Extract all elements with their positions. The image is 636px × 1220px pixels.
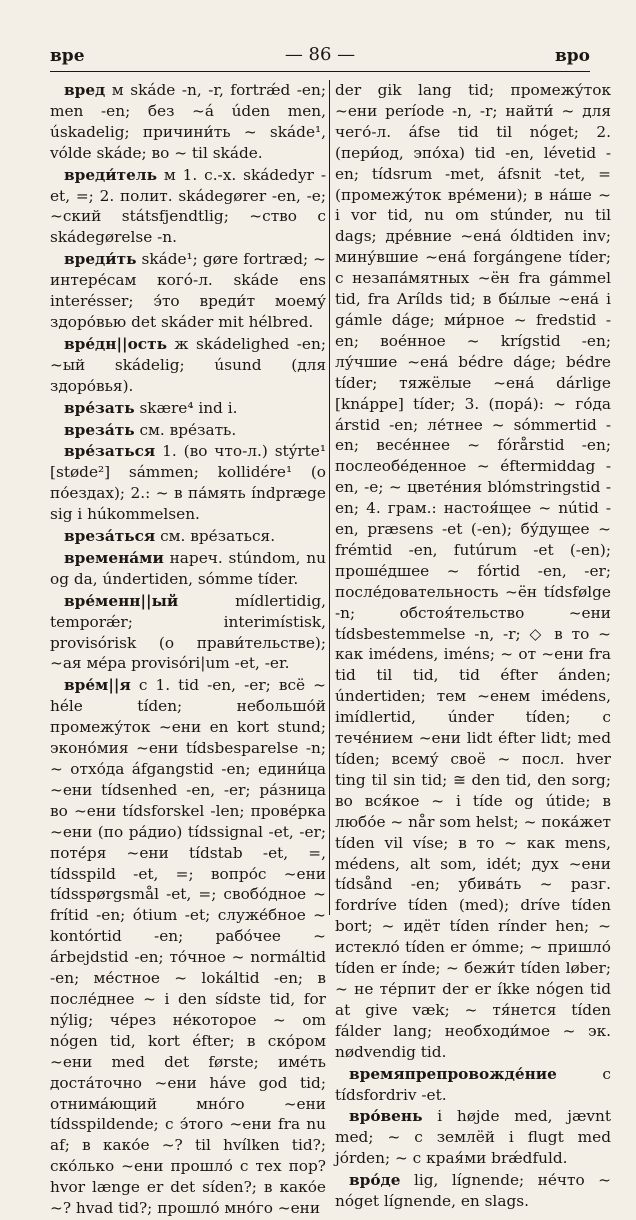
- entry-headword: вре́дн||ость: [64, 334, 167, 353]
- entry-text: м skáde -n, -r, fortrǽd -en; men -en; без ~á úden men, úskadelig; причини́ть ~ skáde¹, vólde skáde; во ~ til skáde.: [50, 81, 326, 162]
- entry-text: с tídsfordriv -et.: [335, 1064, 611, 1104]
- dictionary-entry: [50, 80, 326, 164]
- entry-text: lig, lígnende; не́что ~ nóget lígnende, en slags.: [335, 1171, 611, 1211]
- header-right-guideword: вро: [554, 46, 590, 66]
- entry-text: mídlertidig, temporǽr; interimístisk, provisórisk (о прави́тельстве); ~ая ме́ра provisóri|um -et, -er.: [50, 591, 326, 673]
- dictionary-entry-continuation: [335, 80, 611, 1063]
- dictionary-entry: [50, 334, 326, 397]
- entry-headword: вро́де: [349, 1171, 401, 1190]
- dictionary-entry: [50, 675, 326, 1219]
- dictionary-entry: [50, 441, 326, 525]
- entry-text: см. вре́зать.: [134, 420, 237, 439]
- entry-headword: вре́менн||ый: [64, 591, 179, 610]
- page-number: — 86 —: [284, 44, 356, 65]
- entry-text: см. вре́заться.: [155, 527, 276, 546]
- page-header: [50, 44, 590, 66]
- entry-headword: времяпрепровожде́ние: [349, 1064, 557, 1083]
- entry-text: 1. (во что-л.) stýrte¹ [støde²] sámmen; kollidére¹ (о по́ездах); 2.: ~ в па́мять índpræge sig i húkommelsen.: [50, 442, 326, 524]
- entry-headword: вре́зать: [64, 398, 135, 417]
- column-divider: [329, 80, 330, 915]
- entry-headword: времена́ми: [64, 548, 164, 567]
- entry-text: нареч. stúndom, nu og da, úndertiden, sómme tíder.: [50, 548, 326, 588]
- dictionary-entry: [50, 249, 326, 333]
- dictionary-entry: [50, 398, 326, 419]
- right-column: [335, 80, 611, 1213]
- entry-text: с 1. tid -en, -er; всё ~ héle tíden; небольшо́й промежу́ток ~ени en kort stund; эконо́мия ~ени tídsbesparelse -n; ~ отхо́да áfgangstid -en; едини́ца ~ени tídsenhed -en, -er; ра́зница во ~ени tídsforskel -len; прове́рка ~ени (по ра́дио) tídssignal -et, -er; поте́ря ~ени tídstab -et, =, tídsspild -et, =; вопро́с ~ени tídsspørgsmål -et, =; свобо́дное ~ frítid -en; ótium -et; служе́бное ~ kontórtid -en; рабо́чее ~ árbejdstid -en; то́чное ~ normáltid -en; ме́стное ~ lokáltid -en; в после́днее ~ i den sídste tid, for nýlig; че́рез не́которое ~ om nógen tid, kort éfter; в ско́ром ~ени med det første; име́ть доста́точно ~ени háve god tid; отнима́ющий мно́го ~ени tídsspildende; с э́того ~ени fra nu af; в како́е ~? til hvílken tid?; ско́лько ~ени прошло́ с тех пор? hvor længe er det síden?; в како́е ~? hvad tid?; прошло́ мно́го ~ени: [50, 676, 326, 1218]
- dictionary-entry: [335, 1064, 611, 1106]
- dictionary-entry: [335, 1170, 611, 1212]
- entry-text: м 1. с.-х. skádedyr -et, =; 2. полит. skádegører -en, -e; ~ский státsfjendtlig; ~ство с skádegørelse -n.: [50, 165, 326, 247]
- entry-headword: вро́вень: [349, 1107, 423, 1126]
- entry-text: der gik lang tid; промежу́ток ~ени període -n, -r; найти́ ~ для чего́-л. áfse tid til nóget; 2. (пери́од, эпо́ха) tid -en, lévetid -en; tídsrum -met, áfsnit -tet, = (промежу́ток вре́мени); в на́ше ~ i vor tid, nu om stúnder, nu til dags; дре́вние ~ена́ óldtiden inv; мину́вшие ~ена́ forgángene tíder; с незапа́мятных ~ён fra gámmel tid, fra Arílds tid; в бы́лые ~ена́ i gámle dáge; ми́рное ~ fredstid -en; вое́нное ~ krígstid -en; лу́чшие ~ена́ bédre dáge; bédre tíder; тяжёлые ~ена́ dárlige [knáppe] tíder; 3. (пора́): ~ го́да árstid -en; ле́тнее ~ sómmertid -en; весе́ннее ~ fórårstid -en; послеобе́денное ~ éftermiddag -en, -e; ~ цвете́ния blómstringstid -en; 4. грам.: настоя́щее ~ nútid -en, præsens -et (-en); бу́дущее ~ frémtid -en, futúrum -et (-en); проше́дшее ~ fórtid -en, -er; после́довательность ~ён tídsfølge -n; обстоя́тельство ~ени tídsbestemmelse -n, -r; ◇ в то ~ как imédens, iméns; ~ от ~ени fra tid til tid, tid éfter ánden; úndertiden; тем ~енем imédens, imídlertid, únder tíden; с тече́нием ~ени lidt éfter lidt; med tíden; всему́ своё ~ посл. hver ting til sin tid; ≅ den tid, den sorg; во вся́кое ~ i tíde og útide; в любо́е ~ når som helst; ~ пока́жет tíden vil víse; в то ~ как mens, médens, alt som, idét; дух ~ени tídsånd -en; убива́ть ~ разг. fordríve tíden (med); dríve tíden bort; ~ идёт tíden rínder hen; ~ истекло́ tíden er ómme; ~ пришло́ tíden er índe; ~ бежи́т tíden løber; ~ не те́рпит der er íkke nógen tid at give væk; ~ тя́нется tíden fálder lang; необходи́мое ~ эк. nødvendig tid.: [335, 81, 611, 1061]
- entry-headword: вреди́тель: [64, 165, 157, 184]
- entry-headword: вреза́ть: [64, 420, 135, 439]
- entry-text: ж skádelighed -en; ~ый skádelig; úsund (для здоро́вья).: [50, 334, 326, 395]
- dictionary-entry: [50, 420, 326, 441]
- dictionary-entry: [50, 548, 326, 590]
- entry-text: skære⁴ ind i.: [134, 398, 238, 417]
- dictionary-entry: [335, 1106, 611, 1169]
- header-left-guideword: вре: [50, 46, 85, 66]
- dictionary-entry: [50, 165, 326, 249]
- entry-headword: вреза́ться: [64, 527, 156, 546]
- dictionary-entry: [50, 591, 326, 675]
- header-rule: [50, 71, 590, 72]
- dictionary-entry: [50, 526, 326, 547]
- entry-headword: вреди́ть: [64, 250, 137, 269]
- entry-headword: вре́заться: [64, 442, 156, 461]
- entry-text: skáde¹; gøre fortræd; ~ интере́сам когó-л. skáde ens interésser; э́то вреди́т моему́ здоро́вью det skáder mit hélbred.: [50, 250, 326, 331]
- entry-headword: вре́м||я: [64, 676, 131, 695]
- entry-text: i højde med, jævnt med; ~ с землёй i flugt med jórden; ~ с края́ми brǽdfuld.: [335, 1107, 611, 1168]
- entry-headword: вред: [64, 81, 106, 99]
